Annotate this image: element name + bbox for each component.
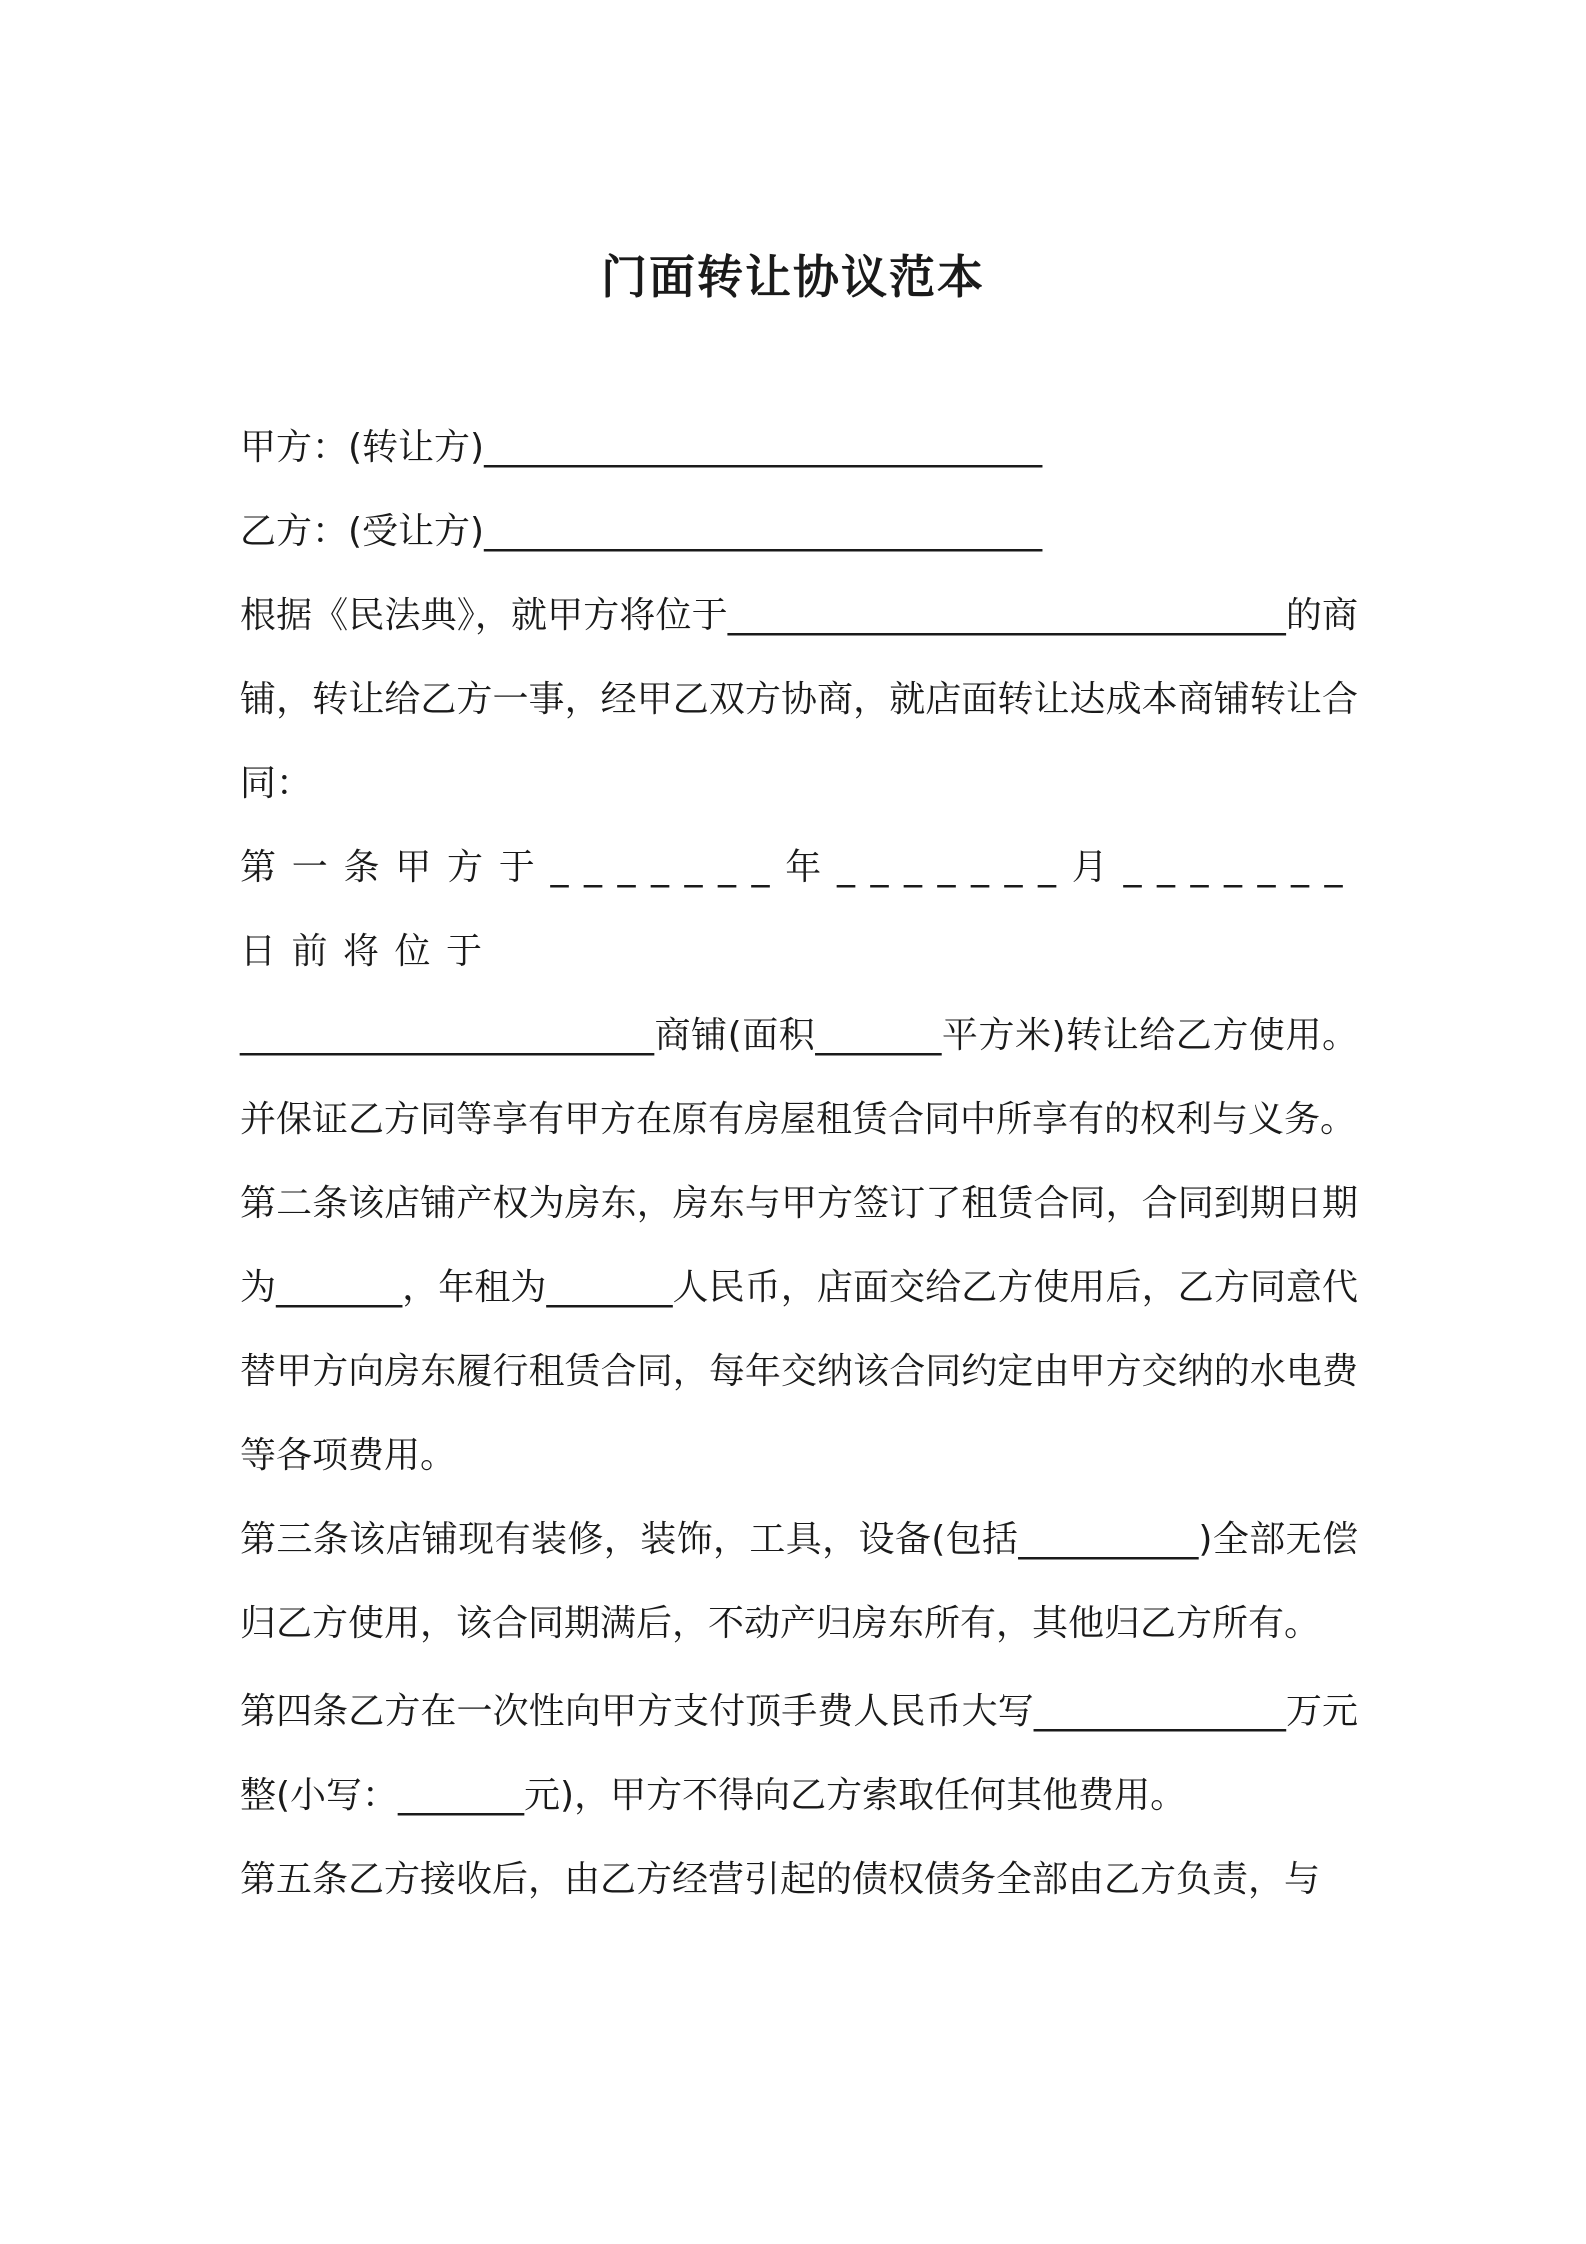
article-1-date-line: 第一条甲方于_______年_______月_______日前将位于 — [240, 847, 1358, 972]
party-a-line: 甲方：(转让方)_______________________________ — [240, 427, 1043, 468]
party-b-line: 乙方：(受让方)_______________________________ — [240, 511, 1043, 552]
preamble-paragraph: 根据《民法典》，就甲方将位于_______________________________的商铺，转让给乙方一事，经甲乙双方协商，就店面转让达成本商铺转让合同： — [240, 595, 1358, 804]
article-4-paragraph: 第四条乙方在一次性向甲方支付顶手费人民币大写______________万元整(小写：_______元)，甲方不得向乙方索取任何其他费用。 — [240, 1691, 1358, 1816]
article-5-paragraph: 第五条乙方接收后，由乙方经营引起的债权债务全部由乙方负责，与 — [240, 1859, 1321, 1900]
document-title: 门面转让协议范本 — [601, 249, 985, 304]
article-1-paragraph: _______________________商铺(面积_______平方米)转让给乙方使用。并保证乙方同等享有甲方在原有房屋租赁合同中所享有的权利与义务。 — [240, 1015, 1358, 1140]
document-body — [240, 406, 1358, 1922]
article-2-paragraph: 第二条该店铺产权为房东，房东与甲方签订了租赁合同，合同到期日期为_______，年租为_______人民币，店面交给乙方使用后，乙方同意代替甲方向房东履行租赁合同，每年交纳该合同约定由甲方交纳的水电费等各项费用。 — [240, 1183, 1358, 1476]
article-3-paragraph: 第三条该店铺现有装修，装饰，工具，设备(包括__________)全部无偿归乙方使用，该合同期满后，不动产归房东所有，其他归乙方所有。 — [240, 1519, 1358, 1644]
